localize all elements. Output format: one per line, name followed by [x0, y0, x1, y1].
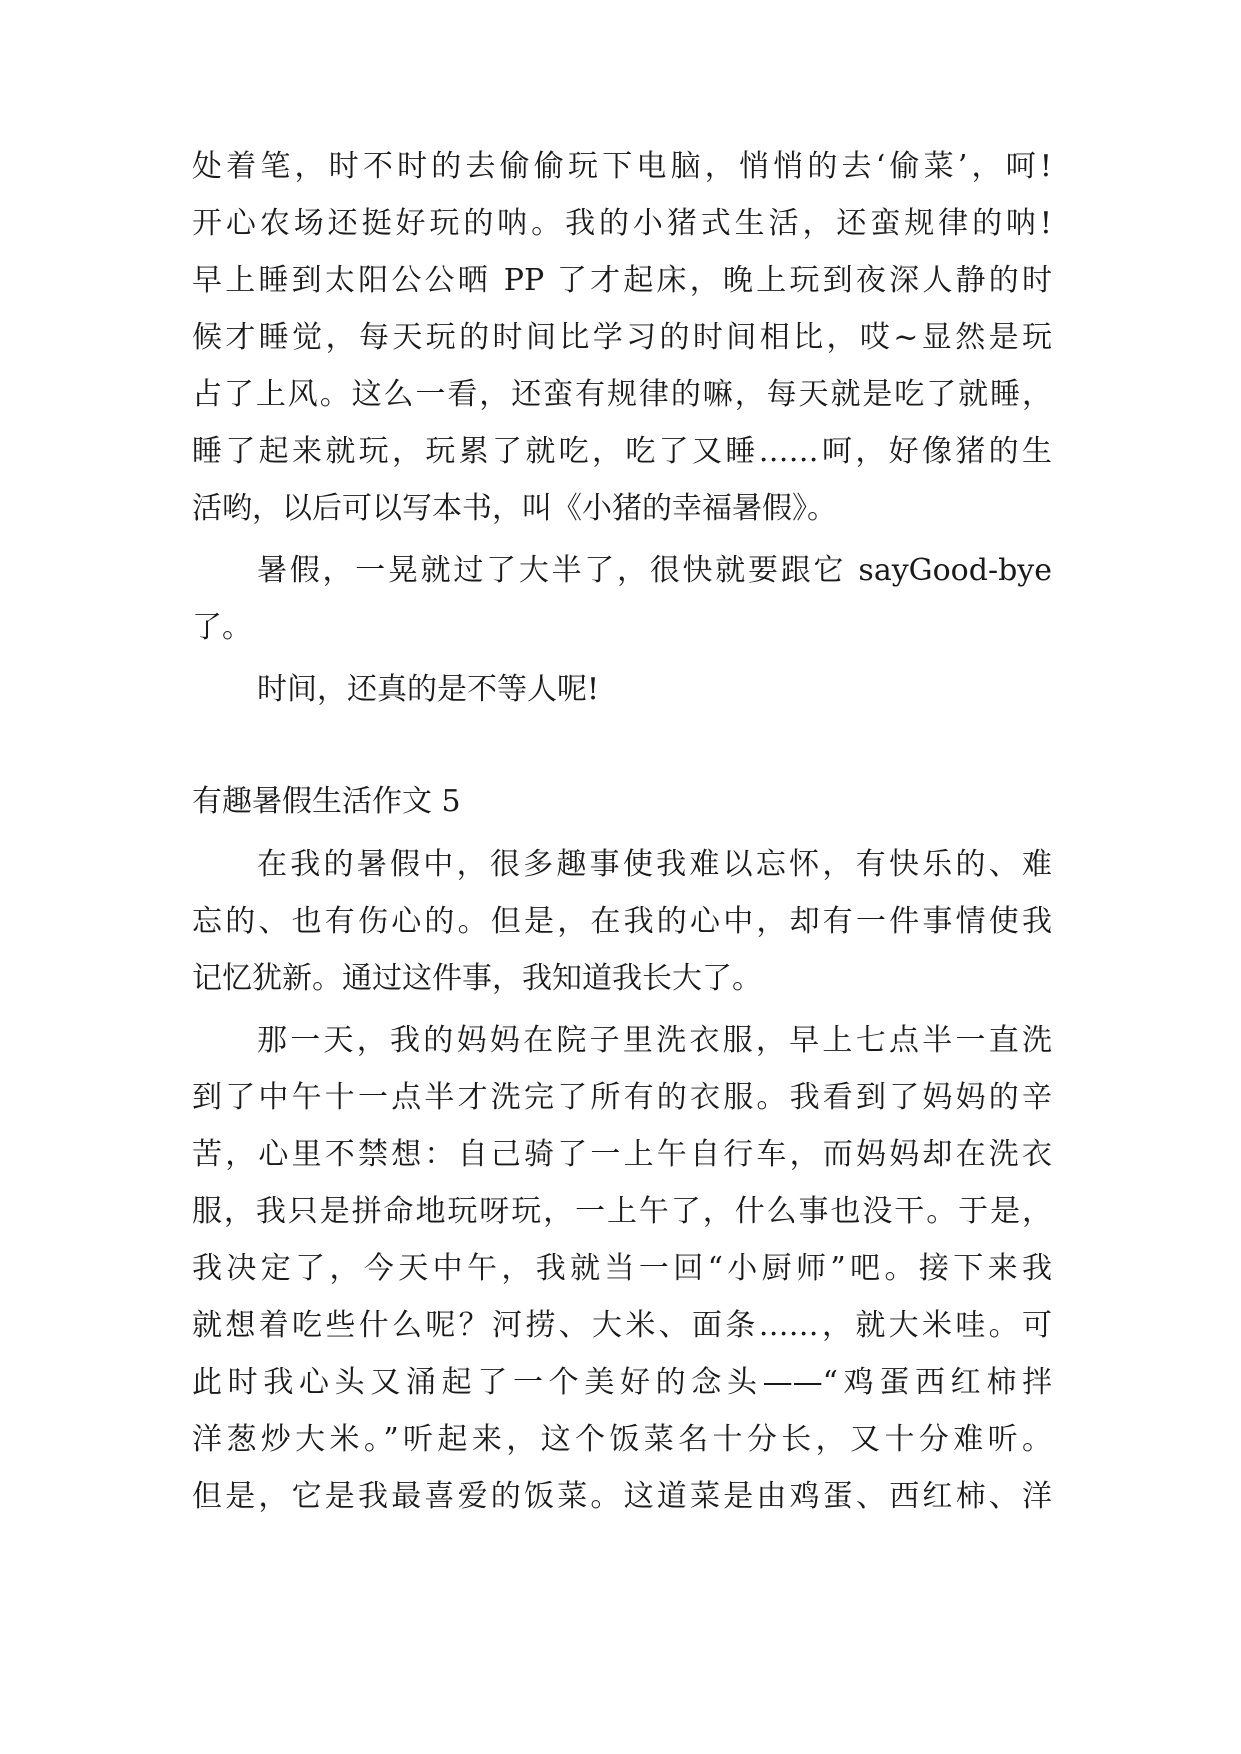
text-line: 候才睡觉，每天玩的时间比学习的时间相比，哎~显然是玩: [192, 320, 1052, 355]
text-line: 了。: [192, 610, 252, 645]
text-line: 忘的、也有伤心的。但是，在我的心中，却有一件事情使我: [192, 904, 1052, 939]
text-line: 睡了起来就玩，玩累了就吃，吃了又睡……呵，好像猪的生: [192, 434, 1052, 469]
text-line: 处着笔，时不时的去偷偷玩下电脑，悄悄的去‘偷菜’，呵!: [192, 149, 1052, 184]
text-line: 此时我心头又涌起了一个美好的念头——“鸡蛋西红柿拌: [192, 1365, 1052, 1400]
section-heading: 有趣暑假生活作文 5: [192, 784, 461, 819]
text-line: 记忆犹新。通过这件事，我知道我长大了。: [192, 961, 762, 996]
text-line: 占了上风。这么一看，还蛮有规律的嘛，每天就是吃了就睡，: [192, 377, 1052, 412]
text-line: 就想着吃些什么呢？河捞、大米、面条……，就大米哇。可: [192, 1308, 1052, 1343]
text-line: 洋葱炒大米。”听起来，这个饭菜名十分长，又十分难听。: [192, 1422, 1052, 1457]
text-line: 但是，它是我最喜爱的饭菜。这道菜是由鸡蛋、西红柿、洋: [192, 1479, 1052, 1514]
text-line: 暑假，一晃就过了大半了，很快就要跟它 sayGood-bye: [257, 553, 1052, 588]
text-line: 到了中午十一点半才洗完了所有的衣服。我看到了妈妈的辛: [192, 1080, 1052, 1115]
text-line: 那一天，我的妈妈在院子里洗衣服，早上七点半一直洗: [257, 1023, 1052, 1058]
text-line: 我决定了，今天中午，我就当一回“小厨师”吧。接下来我: [192, 1251, 1052, 1286]
text-line: 活哟，以后可以写本书，叫《小猪的幸福暑假》。: [192, 491, 837, 526]
text-line: 服，我只是拼命地玩呀玩，一上午了，什么事也没干。于是，: [192, 1194, 1052, 1229]
text-line: 早上睡到太阳公公晒 PP 了才起床，晚上玩到夜深人静的时: [192, 263, 1052, 298]
text-line: 苦，心里不禁想：自己骑了一上午自行车，而妈妈却在洗衣: [192, 1137, 1052, 1172]
text-line: 在我的暑假中，很多趣事使我难以忘怀，有快乐的、难: [257, 847, 1052, 882]
text-line: 开心农场还挺好玩的呐。我的小猪式生活，还蛮规律的呐!: [192, 206, 1052, 241]
text-line: 时间，还真的是不等人呢!: [257, 672, 600, 707]
